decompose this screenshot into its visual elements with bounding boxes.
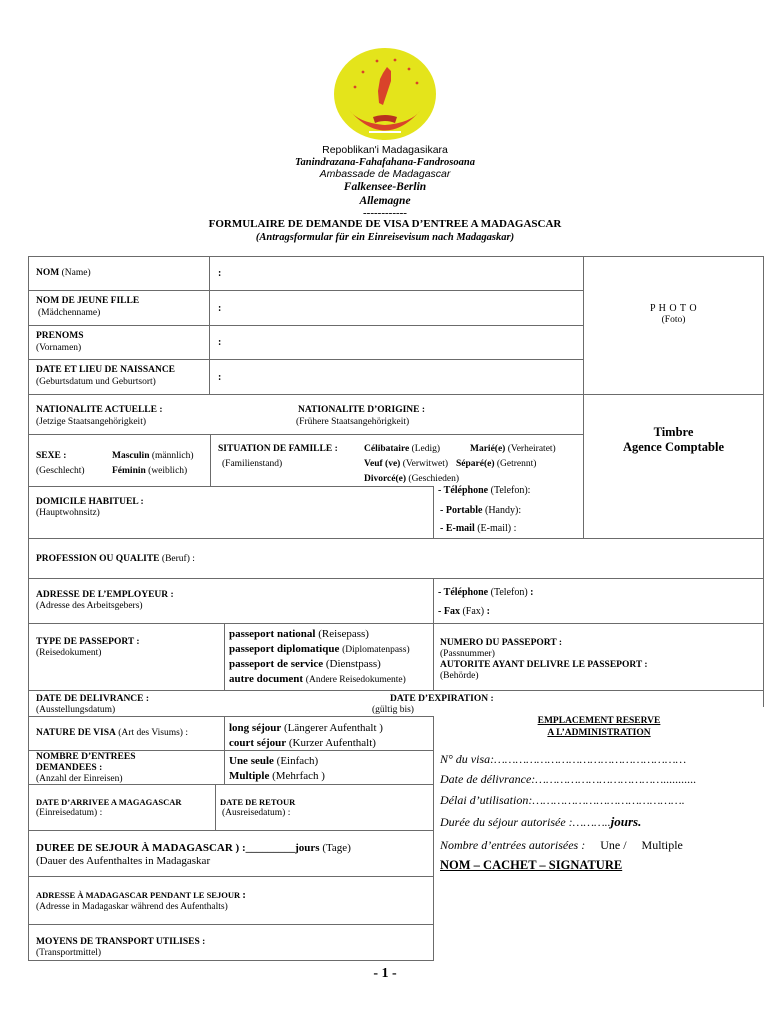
domicile-label: DOMICILE HABITUEL : [36,497,144,507]
prenoms-label: PRENOMS [36,331,84,341]
delivrance-sub: (Ausstellungsdatum) [36,705,116,715]
embassy-name: Ambassade de Madagascar [319,168,451,180]
type-passeport-label: TYPE DE PASSEPORT : [36,637,140,647]
famille-divorce-option[interactable]: Divorcé(e) (Geschieden) [364,474,460,484]
nature-visa-label: NATURE DE VISA (Art des Visums) : [36,728,188,738]
famille-marie-option[interactable]: Marié(e) (Verheiratet) [470,444,556,454]
transport-label[interactable]: MOYENS DE TRANSPORT UTILISES : [36,937,206,947]
naissance-sub: (Geburtsdatum und Geburtsort) [36,377,156,387]
page-number: - 1 - [373,966,397,981]
prenoms-sub: (Vornamen) [36,343,82,353]
madagascar-seal [333,47,437,143]
admin-reserve-title: EMPLACEMENT RESERVE [537,716,661,726]
visa-duree-field[interactable]: Durée du séjour autorisée :………..jours. [440,814,642,829]
domicile-portable-field[interactable]: - Portable (Handy): [440,505,522,516]
visa-delai-field[interactable]: Délai d’utilisation:……………………………………. [440,793,685,807]
domicile-telephone-field[interactable]: - Téléphone (Telefon): [438,485,531,496]
employeur-sub: (Adresse des Arbeitsgebers) [36,601,143,611]
national-motto: Tanindrazana-Fahafahana-Fandrosoana [295,157,475,168]
entrees-label-2: DEMANDEES : [36,763,103,773]
retour-label[interactable]: DATE DE RETOUR [220,797,296,807]
agence-label: Agence Comptable [622,440,725,454]
jeune-fille-label: NOM DE JEUNE FILLE [36,296,140,306]
adresse-madagascar-label[interactable]: ADRESSE À MADAGASCAR PENDANT LE SEJOUR : [36,889,246,901]
famille-veuf-option[interactable]: Veuf (ve) (Verwitwet) [364,459,449,469]
passeport-national-option[interactable]: passeport national (Reisepass) [229,628,369,640]
duree-sejour-field[interactable]: DUREE DE SEJOUR À MADAGASCAR ) :_________jours (Tage) [36,842,351,854]
transport-sub: (Transportmittel) [36,948,102,958]
nom-label: NOM (Name) [36,268,91,278]
prenoms-field[interactable]: : [218,337,222,348]
nationalite-origine-label: NATIONALITE D’ORIGINE : [298,405,426,415]
naissance-label: DATE ET LIEU DE NAISSANCE [36,365,176,375]
numero-passeport-label[interactable]: NUMERO DU PASSEPORT : [440,638,563,648]
long-sejour-option[interactable]: long séjour (Längerer Aufenthalt ) [229,722,383,734]
form-title: FORMULAIRE DE DEMANDE DE VISA D’ENTREE A MADAGASCAR [208,218,562,230]
expiration-label[interactable]: DATE D’EXPIRATION : [390,694,494,704]
timbre-label: Timbre [653,425,694,439]
duree-sejour-sub: (Dauer des Aufenthaltes in Madagaskar [36,855,211,867]
expiration-sub: (gültig bis) [372,705,414,715]
famille-label: SITUATION DE FAMILLE : [218,444,338,454]
jeune-fille-field[interactable]: : [218,303,222,314]
entrees-sub: (Anzahl der Einreisen) [36,774,123,784]
signature-label: NOM – CACHET – SIGNATURE [440,858,623,872]
visa-entrees-field[interactable]: Nombre d’entrées autorisées : Une / Multiple [440,838,683,852]
jeune-fille-sub: (Mädchenname) [38,308,101,318]
adresse-madagascar-sub: (Adresse in Madagaskar während des Aufenthalts) [36,902,228,912]
autorite-sub: (Behörde) [440,671,479,681]
domicile-sub: (Hauptwohnsitz) [36,508,100,518]
entrees-label: NOMBRE D’ENTREES [36,752,136,762]
photo-label: P H O T O [649,303,698,314]
republic-name: Repoblikan'i Madagasikara [322,144,448,156]
admin-reserve-title-2: A L’ADMINISTRATION [547,728,651,738]
photo-sub: (Foto) [661,315,686,325]
domicile-email-field[interactable]: - E-mail (E-mail) : [440,523,517,534]
multiple-option[interactable]: Multiple (Mehrfach ) [229,770,325,782]
numero-passeport-sub: (Passnummer) [440,649,495,659]
employeur-fax-field[interactable]: - Fax (Fax) : [438,606,490,617]
retour-sub: (Ausreisedatum) : [222,808,291,818]
embassy-city: Falkensee-Berlin [343,181,427,193]
embassy-country: Allemagne [359,195,411,207]
autre-document-option[interactable]: autre document (Andere Reisedokumente) [229,673,406,685]
famille-celibataire-option[interactable]: Célibataire (Ledig) [364,444,441,454]
court-sejour-option[interactable]: court séjour (Kurzer Aufenthalt) [229,737,376,749]
nom-field[interactable]: : [218,268,222,279]
delivrance-label[interactable]: DATE DE DELIVRANCE : [36,694,150,704]
nationalite-origine-sub: (Frühere Staatsangehörigkeit) [296,417,410,427]
naissance-field[interactable]: : [218,372,222,383]
arrivee-sub: (Einreisedatum) : [36,808,103,818]
form-subtitle: (Antragsformular für ein Einreisevisum nach Madagaskar) [255,232,515,243]
employeur-telephone-field[interactable]: - Téléphone (Telefon) : [438,587,534,598]
sexe-label: SEXE : [36,451,67,461]
visa-date-field[interactable]: Date de délivrance:………………………………........... [440,772,697,786]
nationalite-actuelle-label: NATIONALITE ACTUELLE : [36,405,163,415]
passeport-service-option[interactable]: passeport de service (Dienstpass) [229,658,381,670]
passeport-diplomatique-option[interactable]: passeport diplomatique (Diplomatenpass) [229,643,410,655]
sexe-feminin-option[interactable]: Féminin (weiblich) [112,466,188,476]
une-seule-option[interactable]: Une seule (Einfach) [229,755,319,767]
header-dashes: ------------ [363,207,407,219]
sexe-sub: (Geschlecht) [36,466,85,476]
visa-number-field[interactable]: N° du visa:……………………………………………… [440,752,687,766]
sexe-masculin-option[interactable]: Masculin (männlich) [112,451,194,461]
famille-sub: (Familienstand) [222,459,283,469]
arrivee-label[interactable]: DATE D’ARRIVEE A MAGAGASCAR [36,797,182,807]
profession-field[interactable]: PROFESSION OU QUALITE (Beruf) : [36,554,195,564]
autorite-label[interactable]: AUTORITE AYANT DELIVRE LE PASSEPORT : [440,660,648,670]
nationalite-actuelle-sub: (Jetzige Staatsangehörigkeit) [36,417,147,427]
employeur-label: ADRESSE DE L’EMPLOYEUR : [36,590,174,600]
type-passeport-sub: (Reisedokument) [36,648,102,658]
famille-separe-option[interactable]: Séparé(e) (Getrennt) [456,459,537,469]
